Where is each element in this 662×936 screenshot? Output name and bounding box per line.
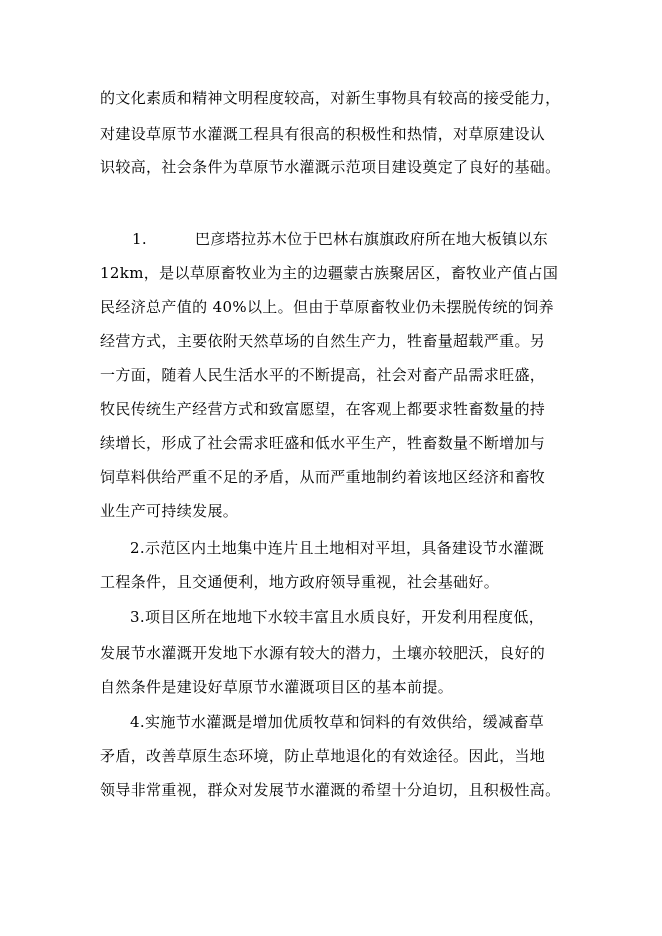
- text-line: 饲草料供给严重不足的矛盾，从而严重地制约着该地区经济和畜牧: [100, 468, 546, 486]
- text-line: 矛盾，改善草原生态环境，防止草地退化的有效途径。因此，当地: [100, 747, 546, 765]
- text-line: 2.示范区内土地集中连片且土地相对平坦，具备建设节水灌溉: [130, 539, 545, 557]
- text-line: 业生产可持续发展。: [100, 502, 239, 520]
- numbered-item-first-line: [100, 229, 548, 249]
- text-line: 工程条件，且交通便利，地方政府领导重视，社会基础好。: [100, 573, 500, 591]
- text-line: 一方面，随着人民生活水平的不断提高，社会对畜产品需求旺盛，: [100, 366, 546, 384]
- text-line: 巴彦塔拉苏木位于巴林右旗旗政府所在地大板镇以东: [195, 230, 549, 248]
- text-line: 4.实施节水灌溉是增加优质牧草和饲料的有效供给，缓减畜草: [130, 713, 545, 731]
- text-line: 的文化素质和精神文明程度较高，对新生事物具有较高的接受能力，: [100, 89, 561, 107]
- text-line: 续增长，形成了社会需求旺盛和低水平生产，牲畜数量不断增加与: [100, 434, 546, 452]
- text-line: 对建设草原节水灌溉工程具有很高的积极性和热情，对草原建设认: [100, 125, 546, 143]
- text-line: 发展节水灌溉开发地下水源有较大的潜力，土壤亦较肥沃，良好的: [100, 644, 546, 662]
- text-line: 12km，是以草原畜牧业为主的边疆蒙古族聚居区，畜牧业产值占国: [100, 264, 559, 282]
- text-line: 民经济总产值的 40%以上。但由于草原畜牧业仍未摆脱传统的饲养: [100, 298, 554, 316]
- text-line: 自然条件是建设好草原节水灌溉项目区的基本前提。: [100, 678, 454, 696]
- list-number: 1.: [132, 230, 148, 248]
- text-line: 识较高，社会条件为草原节水灌溉示范项目建设奠定了良好的基础。: [100, 158, 561, 176]
- text-line: 牧民传统生产经营方式和致富愿望，在客观上都要求牲畜数量的持: [100, 400, 546, 418]
- text-line: 经营方式，主要依附天然草场的自然生产力，牲畜量超载严重。另: [100, 332, 546, 350]
- text-line: 领导非常重视，群众对发展节水灌溉的希望十分迫切，且积极性高。: [100, 781, 561, 799]
- text-line: 3.项目区所在地地下水较丰富且水质良好，开发利用程度低，: [130, 608, 545, 626]
